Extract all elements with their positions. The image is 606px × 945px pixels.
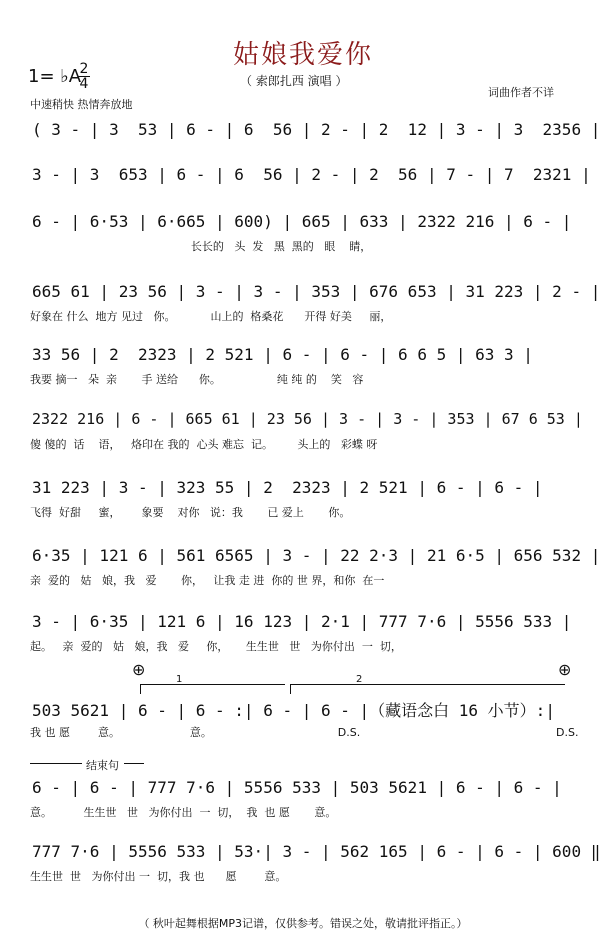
lyric-row: 起。 亲 爱的 姑 娘，我 爱 你， 生生世 世 为你付出 一 切， bbox=[30, 640, 402, 653]
notation-row: 6·35 | 121 6 | 561 6565 | 3 - | 22 2·3 | 21 6·5 | 656 532 | bbox=[32, 546, 601, 565]
time-signature bbox=[78, 62, 90, 91]
first-ending-left-edge bbox=[140, 684, 141, 694]
coda-sign-left: ⊕ bbox=[132, 660, 146, 679]
lyric-row: 生生世 世 为你付出 一 切，我 也 愿 意。 bbox=[30, 870, 287, 883]
second-ending-left-edge bbox=[290, 684, 291, 694]
time-signature-top: 2 bbox=[79, 61, 89, 77]
lyric-row: 好象在 什么 地方 见过 你。 山上的 格桑花 开得 好美 丽， bbox=[30, 310, 392, 323]
notation-row: 2322 216 | 6 - | 665 61 | 23 56 | 3 - | 3 - | 353 | 67 6 53 | bbox=[32, 410, 583, 428]
end-section-rule-right bbox=[124, 763, 144, 764]
first-ending-label: 1 bbox=[176, 674, 183, 685]
time-signature-bottom: 4 bbox=[79, 76, 89, 92]
ds-marker: D.S. bbox=[556, 726, 579, 739]
first-ending-bracket bbox=[140, 684, 285, 685]
lyric-row: 长长的 头 发 黑 黑的 眼 睛， bbox=[30, 240, 372, 253]
notation-row: 503 5621 | 6 - | 6 - :| 6 - | 6 - |（藏语念白 16 小节）:| bbox=[32, 701, 555, 720]
end-section-label: 结束句 bbox=[86, 759, 119, 772]
notation-row: 6 - | 6·53 | 6·665 | 600) | 665 | 633 | 2322 216 | 6 - | bbox=[32, 212, 572, 231]
notation-row: 777 7·6 | 5556 533 | 53·| 3 - | 562 165 | 6 - | 6 - | 600 ‖ bbox=[32, 842, 601, 861]
lyric-row: 我要 摘一 朵 亲 手 送给 你。 纯 纯 的 笑 容 bbox=[30, 373, 364, 386]
lyric-row: 我 也 愿 意。 意。 D.S. bbox=[30, 726, 361, 739]
performer-credit: （ 索郎扎西 演唱 ） bbox=[240, 74, 348, 88]
notation-row: 3 - | 3 653 | 6 - | 6 56 | 2 - | 2 56 | 7 - | 7 2321 | bbox=[32, 165, 591, 184]
transcription-note: （ 秋叶起舞根据MP3记谱，仅供参考。错误之处，敬请批评指正。） bbox=[138, 917, 468, 930]
lyric-row: 傻 傻的 话 语， 烙印在 我的 心头 难忘 记。 头上的 彩蝶 呀 bbox=[30, 438, 378, 451]
notation-row: 3 - | 6·35 | 121 6 | 16 123 | 2·1 | 777 7·6 | 5556 533 | bbox=[32, 612, 572, 631]
song-title: 姑娘我爱你 bbox=[232, 40, 373, 70]
lyric-row: 飞得 好甜 蜜， 象要 对你 说：我 已 爱上 你。 bbox=[30, 506, 351, 519]
lyric-row: 亲 爱的 姑 娘，我 爱 你， 让我 走 进 你的 世 界，和你 在一 bbox=[30, 574, 385, 587]
notation-row: 665 61 | 23 56 | 3 - | 3 - | 353 | 676 653 | 31 223 | 2 - | bbox=[32, 282, 601, 301]
notation-row: 33 56 | 2 2323 | 2 521 | 6 - | 6 - | 6 6 5 | 63 3 | bbox=[32, 345, 533, 364]
key-signature: 1= ♭A bbox=[28, 66, 82, 87]
coda-sign-right: ⊕ bbox=[558, 660, 572, 679]
notation-row: ( 3 - | 3 53 | 6 - | 6 56 | 2 - | 2 12 | 3 - | 3 2356 | bbox=[32, 120, 601, 139]
second-ending-bracket bbox=[290, 684, 565, 685]
lyric-row: 意。 生生世 世 为你付出 一 切， 我 也 愿 意。 bbox=[30, 806, 337, 819]
composer-credit: 词曲作者不详 bbox=[488, 86, 554, 99]
notation-row: 6 - | 6 - | 777 7·6 | 5556 533 | 503 5621 | 6 - | 6 - | bbox=[32, 778, 562, 797]
notation-row: 31 223 | 3 - | 323 55 | 2 2323 | 2 521 | 6 - | 6 - | bbox=[32, 478, 543, 497]
second-ending-label: 2 bbox=[356, 674, 363, 685]
end-section-rule-left bbox=[30, 763, 82, 764]
tempo-marking: 中速稍快 热情奔放地 bbox=[30, 98, 133, 111]
